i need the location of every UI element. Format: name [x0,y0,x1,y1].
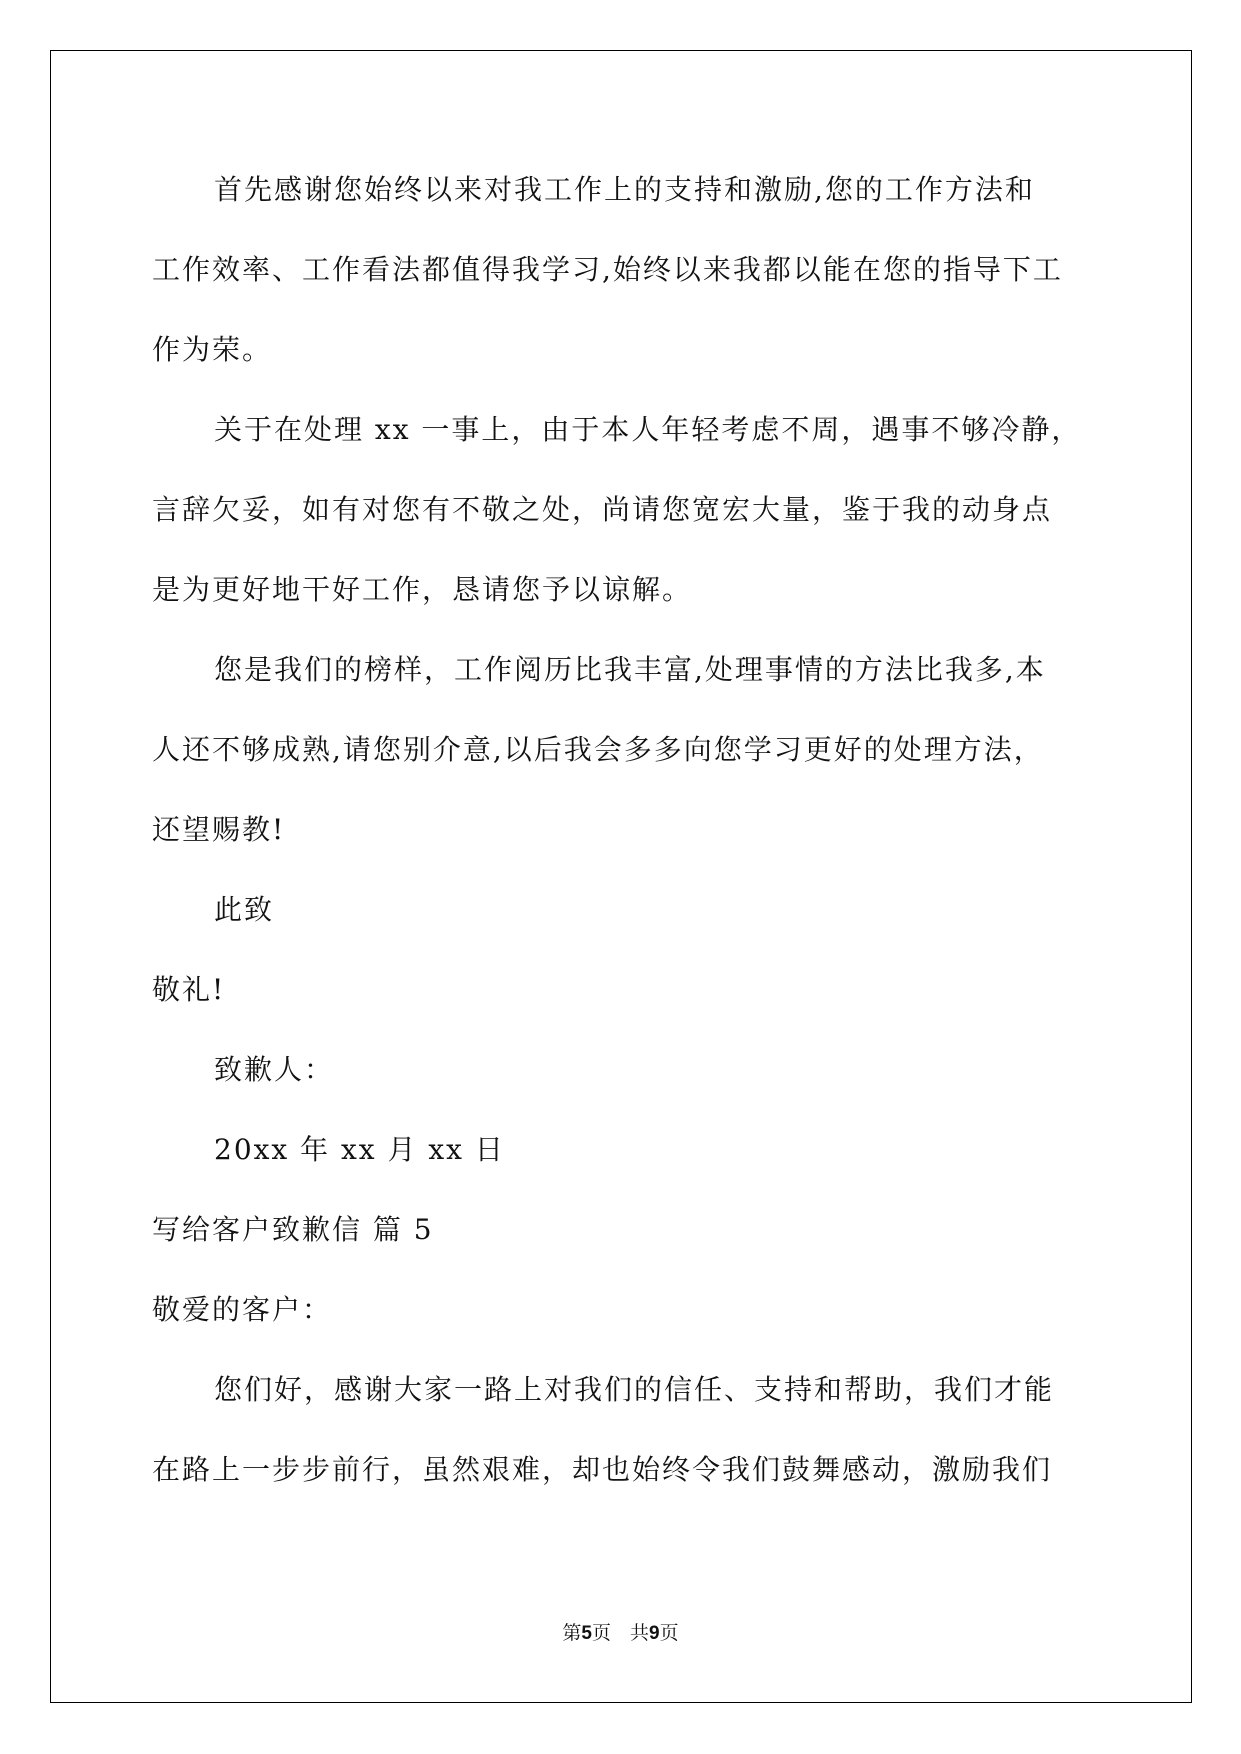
paragraph-line: 您是我们的榜样，工作阅历比我丰富,处理事情的方法比我多,本 [214,653,1046,686]
signature-label: 致歉人： [214,1053,335,1086]
salutation-line: 敬礼! [152,973,226,1006]
paragraph-line: 在路上一步步前行，虽然艰难，却也始终令我们鼓舞感动，激励我们 [152,1453,1053,1486]
paragraph-line: 您们好，感谢大家一路上对我们的信任、支持和帮助，我们才能 [214,1373,1055,1406]
page-footer [0,1618,1241,1645]
paragraph-line: 人还不够成熟,请您别介意,以后我会多多向您学习更好的处理方法， [152,733,1044,766]
closing-line: 此致 [214,893,275,926]
date-line: 20xx 年 xx 月 xx 日 [214,1133,505,1166]
footer-prefix: 第 [562,1623,582,1644]
footer-mid: 页 共 [591,1623,649,1644]
paragraph-line: 关于在处理 xx 一事上，由于本人年轻考虑不周，遇事不够冷静， [214,413,1082,446]
paragraph-line: 还望赐教! [152,813,286,846]
paragraph-line: 言辞欠妥，如有对您有不敬之处，尚请您宽宏大量，鉴于我的动身点 [152,493,1053,526]
footer-suffix: 页 [659,1623,679,1644]
paragraph-line: 首先感谢您始终以来对我工作上的支持和激励,您的工作方法和 [214,173,1035,206]
paragraph-line: 是为更好地干好工作，恳请您予以谅解。 [152,573,693,606]
footer-total-pages: 9 [649,1623,660,1644]
paragraph-line: 作为荣。 [152,333,273,366]
section-heading: 写给客户致歉信 篇 5 [152,1213,434,1246]
paragraph-line: 工作效率、工作看法都值得我学习,始终以来我都以能在您的指导下工 [152,253,1063,286]
footer-current-page: 5 [581,1623,592,1644]
greeting-line: 敬爱的客户： [152,1293,333,1326]
